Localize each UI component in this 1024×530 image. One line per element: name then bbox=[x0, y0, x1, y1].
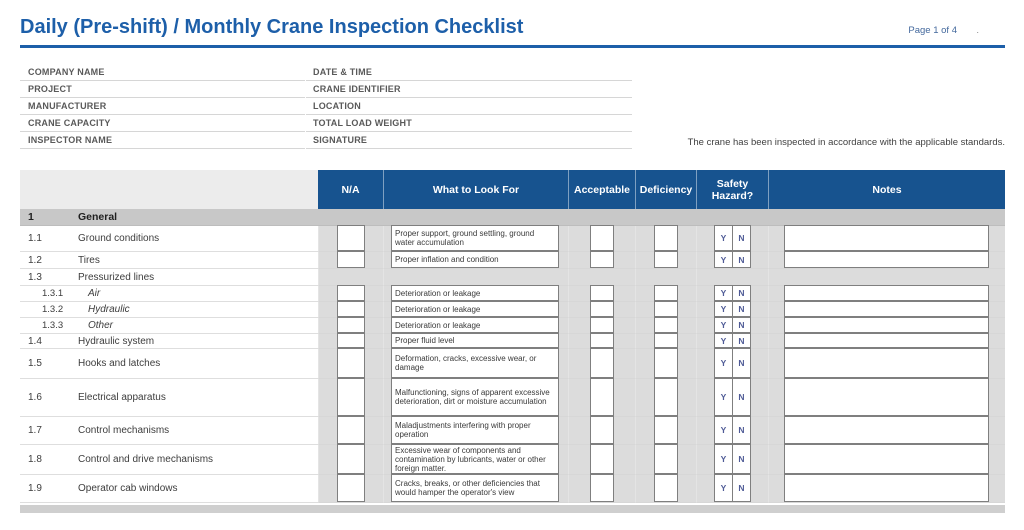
look-for-text: Proper fluid level bbox=[391, 333, 559, 348]
safety-hazard-toggle-1.1 bbox=[714, 225, 751, 251]
row-number: 1.3.1 bbox=[42, 288, 64, 299]
inspection-statement: The crane has been inspected in accordance with the applicable standards. bbox=[687, 137, 1005, 148]
deficiency-cell bbox=[635, 334, 696, 349]
safety-hazard-cell bbox=[696, 286, 768, 302]
look-for-text: Deterioration or leakage bbox=[391, 285, 559, 301]
row-label: Other bbox=[88, 320, 114, 331]
acceptable-checkbox-1.3.3[interactable] bbox=[590, 317, 614, 333]
look-for-cell bbox=[383, 318, 568, 334]
safety-no-1.3.2[interactable]: N bbox=[732, 301, 751, 317]
na-checkbox-1.8[interactable] bbox=[337, 444, 365, 474]
safety-hazard-cell bbox=[696, 252, 768, 269]
safety-hazard-cell bbox=[696, 445, 768, 475]
acceptable-cell bbox=[568, 286, 635, 302]
na-cell bbox=[318, 475, 383, 503]
notes-input-1.3.3[interactable] bbox=[784, 317, 989, 333]
acceptable-cell bbox=[568, 417, 635, 445]
look-for-text: Cracks, breaks, or other deficiencies that would hamper the operator's view bbox=[391, 474, 559, 502]
notes-cell bbox=[768, 269, 1005, 286]
na-cell bbox=[318, 318, 383, 334]
row-item bbox=[20, 475, 318, 503]
deficiency-cell bbox=[635, 252, 696, 269]
notes-input-1.2[interactable] bbox=[784, 251, 989, 268]
acceptable-checkbox-1.7[interactable] bbox=[590, 416, 614, 444]
look-for-text: Deterioration or leakage bbox=[391, 301, 559, 317]
info-field-total-load-weight-value[interactable] bbox=[412, 115, 632, 131]
info-field-date-time bbox=[306, 64, 632, 81]
safety-no-1.3.3[interactable]: N bbox=[732, 317, 751, 333]
row-label: Pressurized lines bbox=[78, 271, 155, 283]
safety-no-1.6[interactable]: N bbox=[732, 378, 751, 416]
info-field-inspector-name bbox=[20, 132, 305, 149]
row-item bbox=[20, 252, 318, 269]
safety-hazard-toggle-1.9 bbox=[714, 474, 751, 502]
row-number: 1.1 bbox=[28, 233, 42, 244]
look-for-text: Deformation, cracks, excessive wear, or damage bbox=[391, 348, 559, 378]
deficiency-checkbox-1.3.1[interactable] bbox=[654, 285, 678, 301]
checklist-row-1.9 bbox=[20, 475, 1005, 503]
safety-yes-1.9[interactable]: Y bbox=[714, 474, 733, 502]
notes-cell bbox=[768, 318, 1005, 334]
info-field-manufacturer-value[interactable] bbox=[106, 98, 305, 114]
row-item bbox=[20, 334, 318, 349]
acceptable-cell bbox=[568, 475, 635, 503]
deficiency-cell bbox=[635, 302, 696, 318]
acceptable-checkbox-1.8[interactable] bbox=[590, 444, 614, 474]
look-for-cell bbox=[383, 286, 568, 302]
column-header-deficiency: Deficiency bbox=[635, 170, 696, 209]
look-for-cell bbox=[383, 226, 568, 252]
safety-hazard-cell bbox=[696, 379, 768, 417]
info-field-label: DATE & TIME bbox=[313, 67, 373, 77]
info-field-location-value[interactable] bbox=[361, 98, 632, 114]
info-field-location bbox=[306, 98, 632, 115]
info-field-label: TOTAL LOAD WEIGHT bbox=[313, 118, 412, 128]
column-header-na: N/A bbox=[318, 170, 383, 209]
info-field-crane-capacity bbox=[20, 115, 305, 132]
row-item bbox=[20, 302, 318, 318]
acceptable-cell bbox=[568, 445, 635, 475]
safety-hazard-toggle-1.7 bbox=[714, 416, 751, 444]
acceptable-checkbox-1.3.1[interactable] bbox=[590, 285, 614, 301]
info-field-label: INSPECTOR NAME bbox=[28, 135, 113, 145]
na-cell bbox=[318, 334, 383, 349]
row-label: Electrical apparatus bbox=[78, 392, 166, 403]
na-checkbox-1.9[interactable] bbox=[337, 474, 365, 502]
acceptable-cell bbox=[568, 318, 635, 334]
notes-cell bbox=[768, 445, 1005, 475]
deficiency-cell bbox=[635, 349, 696, 379]
deficiency-checkbox-1.4[interactable] bbox=[654, 333, 678, 348]
info-field-company-name bbox=[20, 64, 305, 81]
look-for-cell bbox=[383, 302, 568, 318]
info-field-company-name-value[interactable] bbox=[105, 64, 305, 80]
page-header bbox=[20, 16, 1005, 38]
safety-hazard-toggle-1.4 bbox=[714, 333, 751, 348]
row-label: Control and drive mechanisms bbox=[78, 454, 214, 465]
checklist-row-1.2 bbox=[20, 252, 1005, 269]
look-for-cell bbox=[383, 475, 568, 503]
acceptable-checkbox-1.6[interactable] bbox=[590, 378, 614, 416]
na-checkbox-1.3.3[interactable] bbox=[337, 317, 365, 333]
checklist-row-1.8 bbox=[20, 445, 1005, 475]
page-number-indicator: Page 1 of 4 bbox=[908, 25, 957, 36]
acceptable-cell bbox=[568, 226, 635, 252]
na-cell bbox=[318, 349, 383, 379]
look-for-cell bbox=[383, 334, 568, 349]
notes-cell bbox=[768, 302, 1005, 318]
safety-no-1.2[interactable]: N bbox=[732, 251, 751, 268]
safety-no-1.7[interactable]: N bbox=[732, 416, 751, 444]
deficiency-cell bbox=[635, 379, 696, 417]
deficiency-checkbox-1.2[interactable] bbox=[654, 251, 678, 268]
row-number: 1.3 bbox=[28, 271, 42, 283]
table-body bbox=[20, 226, 1005, 503]
acceptable-checkbox-1.5[interactable] bbox=[590, 348, 614, 378]
info-field-label: PROJECT bbox=[28, 84, 72, 94]
look-for-cell bbox=[383, 252, 568, 269]
column-header-notes: Notes bbox=[768, 170, 1005, 209]
deficiency-checkbox-1.5[interactable] bbox=[654, 348, 678, 378]
row-label: Hydraulic system bbox=[78, 335, 155, 347]
row-label: Tires bbox=[78, 254, 100, 266]
look-for-text: Maladjustments interfering with proper operation bbox=[391, 416, 559, 444]
deficiency-checkbox-1.8[interactable] bbox=[654, 444, 678, 474]
safety-hazard-toggle-1.2 bbox=[714, 251, 751, 268]
deficiency-cell bbox=[635, 445, 696, 475]
na-cell bbox=[318, 286, 383, 302]
safety-hazard-cell bbox=[696, 417, 768, 445]
safety-hazard-toggle-1.6 bbox=[714, 378, 751, 416]
notes-input-1.9[interactable] bbox=[784, 474, 989, 502]
na-checkbox-1.4[interactable] bbox=[337, 333, 365, 348]
acceptable-checkbox-1.3.2[interactable] bbox=[590, 301, 614, 317]
info-field-label: LOCATION bbox=[313, 101, 361, 111]
notes-input-1.8[interactable] bbox=[784, 444, 989, 474]
safety-yes-1.4[interactable]: Y bbox=[714, 333, 733, 348]
deficiency-checkbox-1.1[interactable] bbox=[654, 225, 678, 251]
na-cell bbox=[318, 417, 383, 445]
notes-input-1.5[interactable] bbox=[784, 348, 989, 378]
checklist-row-1.3.1 bbox=[20, 286, 1005, 302]
acceptable-cell bbox=[568, 349, 635, 379]
info-field-label: CRANE IDENTIFIER bbox=[313, 84, 401, 94]
notes-cell bbox=[768, 334, 1005, 349]
safety-hazard-cell bbox=[696, 475, 768, 503]
checklist-row-1.7 bbox=[20, 417, 1005, 445]
safety-no-1.8[interactable]: N bbox=[732, 444, 751, 474]
look-for-cell bbox=[383, 417, 568, 445]
info-field-signature-value[interactable] bbox=[367, 132, 632, 148]
deficiency-cell bbox=[635, 269, 696, 286]
info-field-crane-capacity-value[interactable] bbox=[111, 115, 305, 131]
notes-cell bbox=[768, 417, 1005, 445]
header-blank-cell bbox=[20, 170, 318, 209]
row-item bbox=[20, 349, 318, 379]
na-cell bbox=[318, 226, 383, 252]
notes-input-1.4[interactable] bbox=[784, 333, 989, 348]
safety-yes-1.3.2[interactable]: Y bbox=[714, 301, 733, 317]
deficiency-checkbox-1.3.2[interactable] bbox=[654, 301, 678, 317]
deficiency-cell bbox=[635, 226, 696, 252]
row-number: 1.9 bbox=[28, 483, 42, 494]
safety-hazard-toggle-1.8 bbox=[714, 444, 751, 474]
deficiency-cell bbox=[635, 286, 696, 302]
next-section-strip bbox=[20, 505, 1005, 513]
na-checkbox-1.5[interactable] bbox=[337, 348, 365, 378]
section-header-general bbox=[20, 209, 1005, 226]
row-label: Ground conditions bbox=[78, 233, 160, 244]
info-field-label: CRANE CAPACITY bbox=[28, 118, 111, 128]
look-for-text: Proper inflation and condition bbox=[391, 251, 559, 268]
row-label: Control mechanisms bbox=[78, 425, 170, 436]
row-item bbox=[20, 318, 318, 334]
look-for-cell bbox=[383, 349, 568, 379]
checklist-row-1.3 bbox=[20, 269, 1005, 286]
row-item bbox=[20, 417, 318, 445]
safety-hazard-toggle-1.3.3 bbox=[714, 317, 751, 333]
info-field-project bbox=[20, 81, 305, 98]
acceptable-cell bbox=[568, 334, 635, 349]
row-number: 1.4 bbox=[28, 335, 42, 347]
checklist-row-1.5 bbox=[20, 349, 1005, 379]
info-field-label: SIGNATURE bbox=[313, 135, 368, 145]
notes-cell bbox=[768, 286, 1005, 302]
notes-input-1.7[interactable] bbox=[784, 416, 989, 444]
section-number: 1 bbox=[28, 211, 34, 223]
look-for-text: Malfunctioning, signs of apparent excessive deterioration, dirt or moisture accumulation bbox=[391, 378, 559, 416]
na-checkbox-1.3.2[interactable] bbox=[337, 301, 365, 317]
checklist-row-1.1 bbox=[20, 226, 1005, 252]
safety-hazard-cell bbox=[696, 226, 768, 252]
safety-hazard-cell bbox=[696, 334, 768, 349]
acceptable-cell bbox=[568, 269, 635, 286]
deficiency-checkbox-1.9[interactable] bbox=[654, 474, 678, 502]
na-cell bbox=[318, 269, 383, 286]
notes-input-1.1[interactable] bbox=[784, 225, 989, 251]
column-header-safety-hazard: Safety Hazard? bbox=[696, 170, 768, 209]
row-item bbox=[20, 226, 318, 252]
deficiency-checkbox-1.6[interactable] bbox=[654, 378, 678, 416]
look-for-cell bbox=[383, 445, 568, 475]
checklist-row-1.6 bbox=[20, 379, 1005, 417]
notes-cell bbox=[768, 349, 1005, 379]
safety-yes-1.3.3[interactable]: Y bbox=[714, 317, 733, 333]
notes-cell bbox=[768, 226, 1005, 252]
info-field-project-value[interactable] bbox=[72, 81, 305, 97]
look-for-text: Deterioration or leakage bbox=[391, 317, 559, 333]
row-item bbox=[20, 445, 318, 475]
info-field-label: COMPANY NAME bbox=[28, 67, 105, 77]
safety-hazard-cell bbox=[696, 302, 768, 318]
look-for-cell bbox=[383, 379, 568, 417]
table-header-row bbox=[20, 170, 1005, 209]
safety-hazard-cell bbox=[696, 269, 768, 286]
deficiency-checkbox-1.3.3[interactable] bbox=[654, 317, 678, 333]
row-label: Air bbox=[88, 288, 101, 299]
na-checkbox-1.6[interactable] bbox=[337, 378, 365, 416]
acceptable-checkbox-1.9[interactable] bbox=[590, 474, 614, 502]
acceptable-checkbox-1.2[interactable] bbox=[590, 251, 614, 268]
deficiency-cell bbox=[635, 417, 696, 445]
row-item bbox=[20, 286, 318, 302]
safety-hazard-toggle-1.3.1 bbox=[714, 285, 751, 301]
notes-input-1.6[interactable] bbox=[784, 378, 989, 416]
acceptable-checkbox-1.4[interactable] bbox=[590, 333, 614, 348]
safety-hazard-toggle-1.3.2 bbox=[714, 301, 751, 317]
checklist-row-1.4 bbox=[20, 334, 1005, 349]
row-label: Operator cab windows bbox=[78, 483, 178, 494]
row-number: 1.5 bbox=[28, 358, 42, 369]
section-title: General bbox=[78, 211, 118, 223]
row-label: Hooks and latches bbox=[78, 358, 161, 369]
deficiency-cell bbox=[635, 318, 696, 334]
na-cell bbox=[318, 379, 383, 417]
safety-yes-1.6[interactable]: Y bbox=[714, 378, 733, 416]
acceptable-checkbox-1.1[interactable] bbox=[590, 225, 614, 251]
notes-input-1.3.2[interactable] bbox=[784, 301, 989, 317]
safety-yes-1.3.1[interactable]: Y bbox=[714, 285, 733, 301]
row-label: Hydraulic bbox=[88, 304, 130, 315]
row-number: 1.6 bbox=[28, 392, 42, 403]
row-item bbox=[20, 269, 318, 286]
safety-yes-1.1[interactable]: Y bbox=[714, 225, 733, 251]
deficiency-checkbox-1.7[interactable] bbox=[654, 416, 678, 444]
look-for-text: Proper support, ground settling, ground water accumulation bbox=[391, 225, 559, 251]
safety-no-1.5[interactable]: N bbox=[732, 348, 751, 378]
na-cell bbox=[318, 252, 383, 269]
checklist-row-1.3.3 bbox=[20, 318, 1005, 334]
safety-no-1.9[interactable]: N bbox=[732, 474, 751, 502]
info-field-manufacturer bbox=[20, 98, 305, 115]
na-cell bbox=[318, 445, 383, 475]
safety-hazard-cell bbox=[696, 349, 768, 379]
acceptable-cell bbox=[568, 379, 635, 417]
info-field-crane-identifier bbox=[306, 81, 632, 98]
safety-yes-1.2[interactable]: Y bbox=[714, 251, 733, 268]
column-header-what-to-look-for: What to Look For bbox=[383, 170, 568, 209]
title-divider bbox=[20, 45, 1005, 48]
notes-cell bbox=[768, 475, 1005, 503]
safety-no-1.3.1[interactable]: N bbox=[732, 285, 751, 301]
acceptable-cell bbox=[568, 252, 635, 269]
info-field-inspector-name-value[interactable] bbox=[112, 132, 305, 148]
acceptable-cell bbox=[568, 302, 635, 318]
safety-yes-1.5[interactable]: Y bbox=[714, 348, 733, 378]
info-field-signature bbox=[306, 132, 632, 149]
corner-mark: . bbox=[976, 25, 979, 36]
look-for-text: Excessive wear of components and contamination by lubricants, water or other foreign matter. bbox=[391, 444, 559, 474]
deficiency-cell bbox=[635, 475, 696, 503]
na-checkbox-1.7[interactable] bbox=[337, 416, 365, 444]
info-field-crane-identifier-value[interactable] bbox=[401, 81, 632, 97]
page-title: Daily (Pre-shift) / Monthly Crane Inspection Checklist bbox=[20, 16, 524, 38]
checklist-row-1.3.2 bbox=[20, 302, 1005, 318]
notes-input-1.3.1[interactable] bbox=[784, 285, 989, 301]
column-header-acceptable: Acceptable bbox=[568, 170, 635, 209]
info-fields-grid bbox=[20, 64, 632, 149]
safety-no-1.1[interactable]: N bbox=[732, 225, 751, 251]
row-number: 1.7 bbox=[28, 425, 42, 436]
row-number: 1.3.3 bbox=[42, 320, 64, 331]
safety-yes-1.8[interactable]: Y bbox=[714, 444, 733, 474]
row-number: 1.2 bbox=[28, 254, 42, 266]
info-field-label: MANUFACTURER bbox=[28, 101, 107, 111]
notes-cell bbox=[768, 379, 1005, 417]
row-number: 1.8 bbox=[28, 454, 42, 465]
na-cell bbox=[318, 302, 383, 318]
na-checkbox-1.3.1[interactable] bbox=[337, 285, 365, 301]
na-checkbox-1.2[interactable] bbox=[337, 251, 365, 268]
safety-hazard-cell bbox=[696, 318, 768, 334]
row-number: 1.3.2 bbox=[42, 304, 64, 315]
notes-cell bbox=[768, 252, 1005, 269]
info-field-date-time-value[interactable] bbox=[372, 64, 632, 80]
inspection-table bbox=[20, 170, 1005, 513]
look-for-cell bbox=[383, 269, 568, 286]
safety-no-1.4[interactable]: N bbox=[732, 333, 751, 348]
info-field-total-load-weight bbox=[306, 115, 632, 132]
na-checkbox-1.1[interactable] bbox=[337, 225, 365, 251]
safety-yes-1.7[interactable]: Y bbox=[714, 416, 733, 444]
safety-hazard-toggle-1.5 bbox=[714, 348, 751, 378]
row-item bbox=[20, 379, 318, 417]
